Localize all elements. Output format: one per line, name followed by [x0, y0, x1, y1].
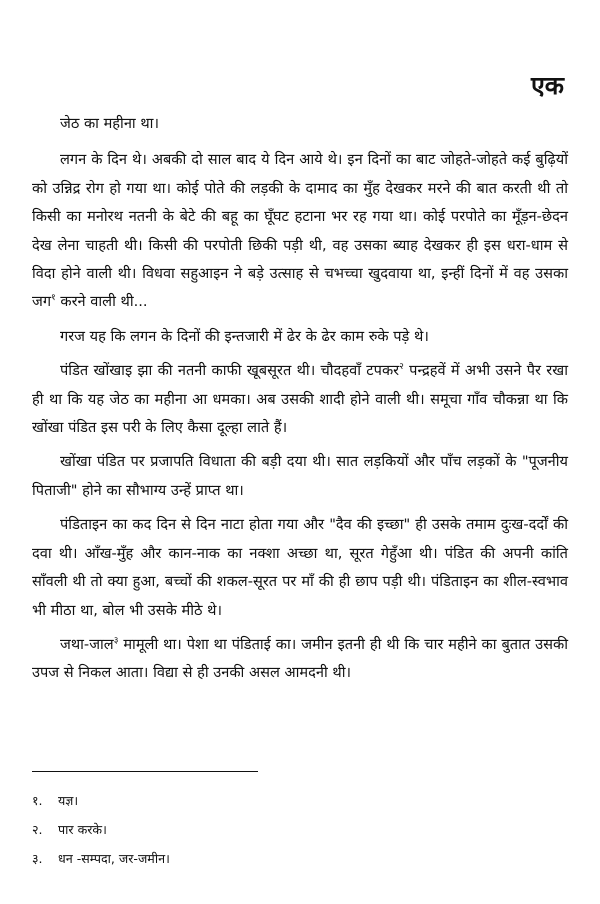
paragraph-4-text-a: पंडित खोंखाइ झा की नतनी काफी खूबसूरत थी। चौदहवाँ टपकर: [60, 362, 400, 380]
paragraph-6: पंडिताइन का कद दिन से दिन नाटा होता गया और "दैव की इच्छा" ही उसके तमाम दुःख-दर्दों की दवा थी। आँख-मुँह और कान-नाक का नक्शा अच्छा था, सूरत गेहुँआ थी। पंडित की अपनी कांति साँवली थी तो क्या हुआ, बच्चों की शकल-सूरत पर माँ की ही छाप पड़ी थी। पंडिताइन का शील-स्वभाव भी मीठा था, बोल भी उसके मीठे थे।: [32, 516, 568, 619]
footnote-ref-1: १: [51, 293, 56, 304]
footnote-number: ३.: [32, 851, 43, 866]
chapter-title: एक: [530, 71, 564, 100]
paragraph-7: [32, 631, 568, 688]
paragraph-7-text-a: जथा-जाल: [60, 635, 114, 653]
footnote-1: [32, 786, 552, 815]
footnote-ref-2: २: [399, 362, 404, 373]
body-text: [32, 110, 568, 694]
paragraph-5: खोंखा पंडित पर प्रजापति विधाता की बड़ी दया थी। सात लड़कियों और पाँच लड़कों के "पूजनीय पिताजी" होने का सौभाग्य उन्हें प्राप्त था।: [32, 453, 568, 499]
paragraph-4-text-b: पन्द्रहवें में अभी उसने पैर रखा ही था कि यह जेठ का महीना आ धमका। अब उसकी शादी होने वाली थी। समूचा गाँव चौकन्ना था कि खोंखा पंडित इस परी के लिए कैसा दूल्हा लाते हैं।: [32, 362, 568, 437]
footnote-text: धन -सम्पदा, जर-जमीन।: [58, 851, 170, 866]
paragraph-2-text-a: लगन के दिन थे। अबकी दो साल बाद ये दिन आये थे। इन दिनों का बाट जोहते-जोहते कई बुढ़ियों को उन्निद्र रोग हो गया था। कोई पोते की लड़की के दामाद का मुँह देखकर मरने की बात करती थी तो किसी का मनोरथ नतनी के बेटे की बहू का घूँघट हटाना भर रह गया था। कोई परपोते का मूँड़न-छेदन देख लेना चाहती थी। किसी की परपोती छिकी पड़ी थी, वह उसका ब्याह देखकर ही इस धरा-धाम से विदा होने वाली थी। विधवा सहुआइन ने बड़े उत्साह से चभच्चा खुदवाया था, इन्हीं दिनों में वह उसका जग: [32, 151, 568, 311]
paragraph-1: जेठ का महीना था।: [60, 115, 159, 132]
footnotes: [32, 786, 552, 873]
footnote-ref-3: ३: [113, 636, 119, 647]
footnote-text: यज्ञ।: [58, 793, 79, 808]
paragraph-4: [32, 357, 568, 442]
footnote-2: [32, 815, 552, 844]
footnote-3: [32, 844, 552, 873]
footnote-number: २.: [32, 822, 43, 837]
paragraph-7-text-b: मामूली था। पेशा था पंडिताई का। जमीन इतनी ही थी कि चार महीने का बुतात उसकी उपज से निकल आता। विद्या से ही उनकी असल आमदनी थी।: [32, 635, 568, 682]
paragraph-2: [32, 146, 568, 316]
paragraph-3: गरज यह कि लगन के दिनों की इन्तजारी में ढेर के ढेर काम रुके पड़े थे।: [60, 327, 429, 345]
footnote-number: १.: [32, 793, 43, 808]
paragraph-2-text-b: करने वाली थी...: [55, 293, 148, 311]
footnote-divider: [32, 771, 258, 772]
footnote-text: पार करके।: [58, 822, 107, 837]
